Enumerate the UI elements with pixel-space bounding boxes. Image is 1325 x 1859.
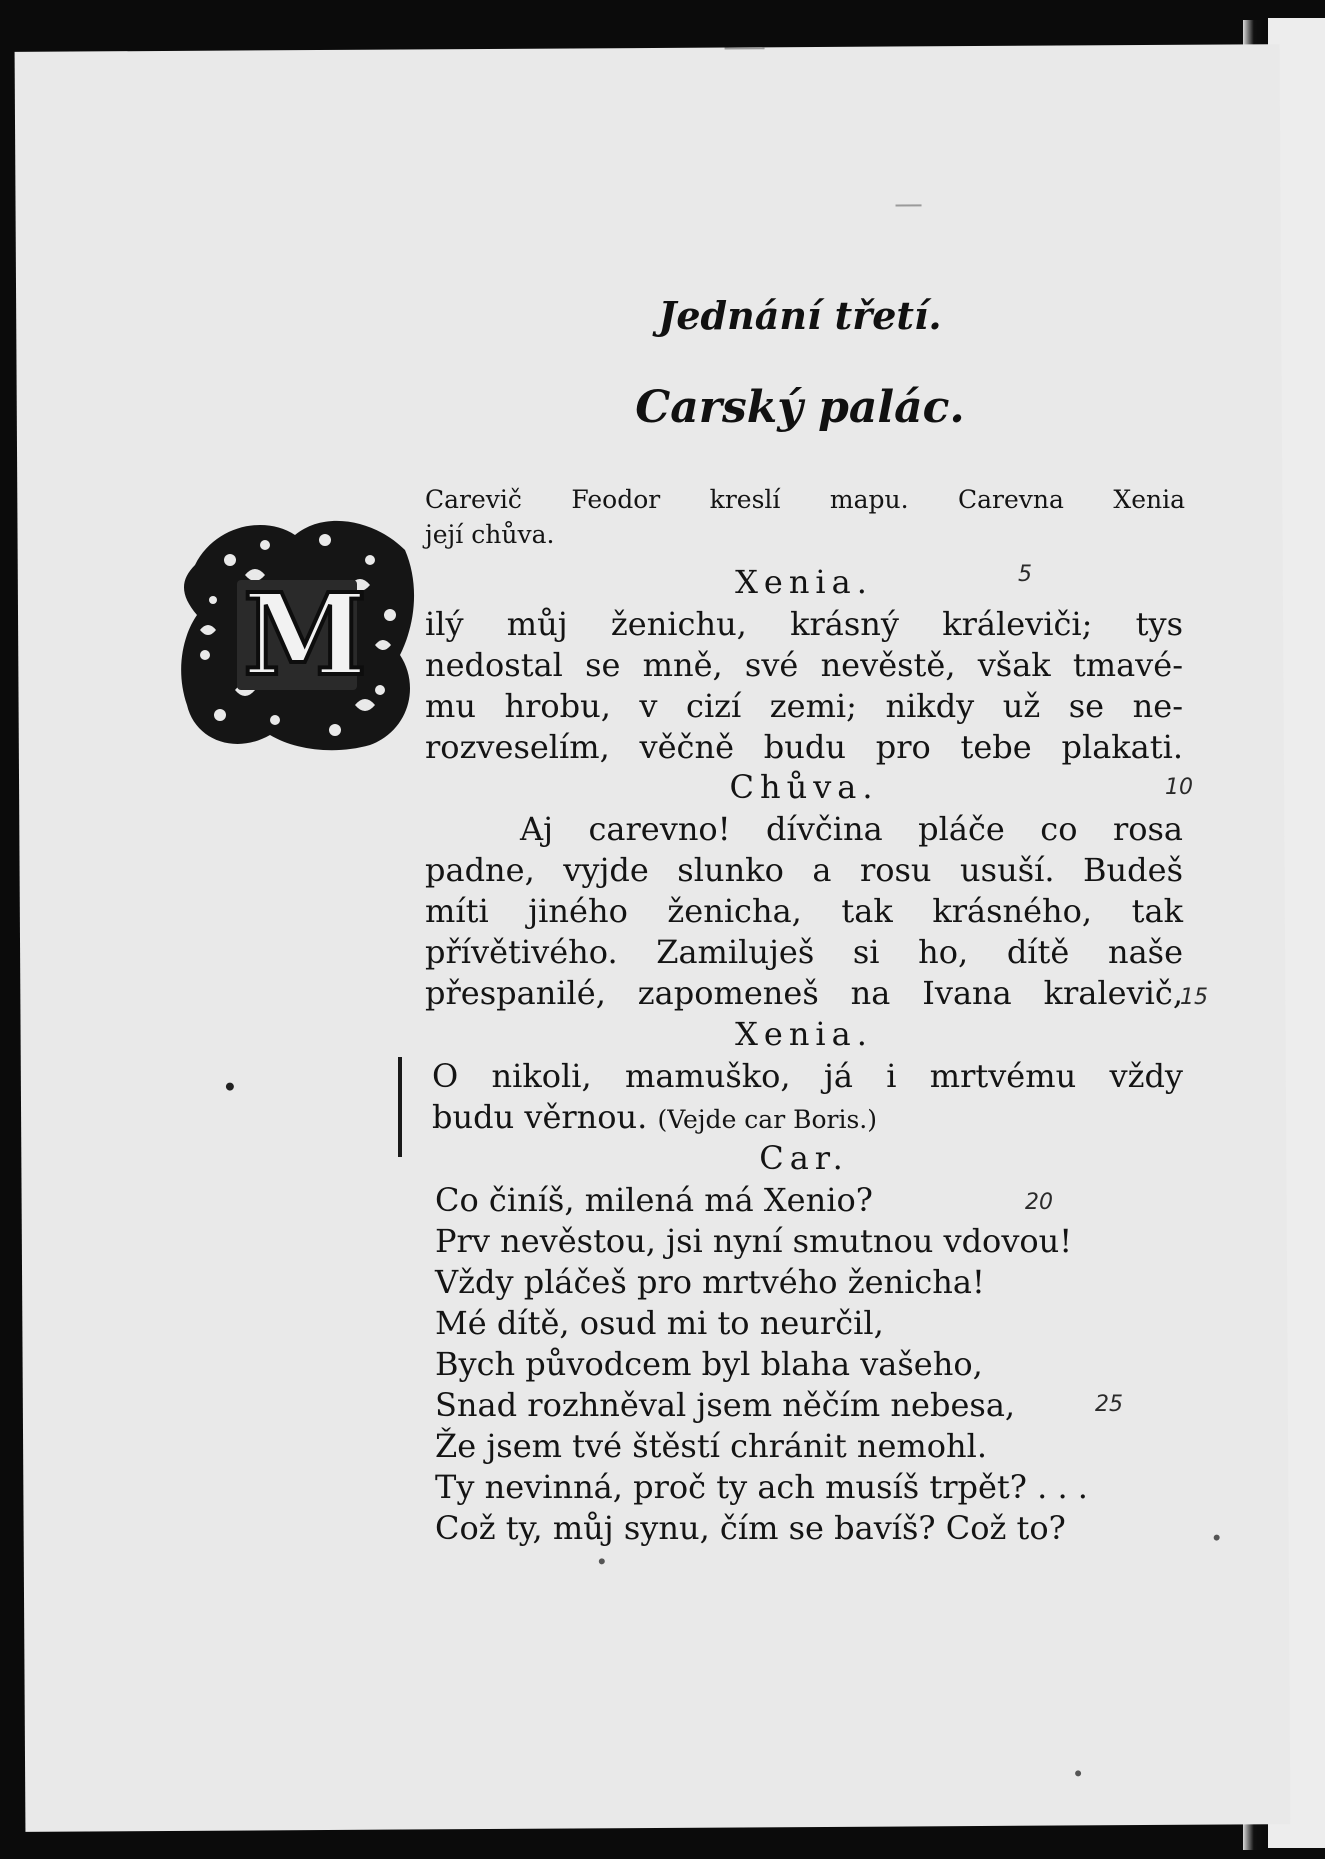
stage-direction (425, 482, 1185, 552)
verse-line: Že jsem tvé štěstí chránit nemohl. (435, 1427, 988, 1465)
stage-direction-line: Carevič Feodor kreslí mapu. Carevna Xenia (425, 485, 1185, 514)
verse-line: Snad rozhněval jsem něčím nebesa, (435, 1386, 1016, 1424)
speaker-name: Car. (759, 1139, 849, 1177)
verse-line: Prv nevěstou, jsi nyní smutnou vdovou! (435, 1222, 1073, 1260)
verse-line: Což ty, můj synu, čím se bavíš? Což to? (435, 1509, 1066, 1547)
stage-direction-inline: (Vejde car Boris.) (657, 1105, 878, 1134)
speaker-name: Xenia. (735, 563, 873, 601)
text-line: Aj carevno! dívčina pláče co rosa (520, 810, 1183, 848)
margin-note: 10 (1165, 775, 1193, 800)
drop-cap-letter: M (243, 570, 367, 701)
margin-bracket (398, 1057, 402, 1157)
verse-line: Mé dítě, osud mi to neurčil, (435, 1304, 884, 1342)
margin-note: 15 (1180, 985, 1208, 1010)
stage-direction-line: její chůva. (425, 520, 555, 549)
print-speck (226, 1083, 234, 1091)
text-line: přívětivého. Zamiluješ si ho, dítě naše (425, 933, 1183, 971)
speaker-name: Xenia. (735, 1015, 873, 1053)
verse-line: Bych původcem byl blaha vašeho, (435, 1345, 983, 1383)
verse-line: Ty nevinná, proč ty ach musíš trpět? . . . (435, 1468, 1088, 1506)
text-line: ilý můj ženichu, krásný králeviči; tys (425, 605, 1183, 643)
print-mark (725, 47, 765, 49)
text-line: míti jiného ženicha, tak krásného, tak (425, 892, 1183, 930)
print-speck (1075, 1770, 1081, 1776)
act-heading: Jednání třetí. (658, 293, 942, 338)
speaker-name: Chůva. (729, 768, 879, 806)
text-line: nedostal se mně, své nevěstě, však tmavé- (425, 646, 1183, 684)
margin-note: 20 (1025, 1190, 1053, 1215)
margin-note: 5 (1018, 562, 1032, 587)
margin-note: 25 (1095, 1392, 1123, 1417)
print-speck (1214, 1535, 1220, 1541)
text-line: přespanilé, zapomeneš na Ivana kralevič, (425, 974, 1183, 1012)
verse-line: Co činíš, milená má Xenio? (435, 1181, 873, 1219)
drop-cap (175, 505, 420, 755)
text-line: O nikoli, mamuško, já i mrtvému vždy (432, 1057, 1183, 1095)
text-line (432, 1098, 1190, 1136)
text-line: mu hrobu, v cizí zemi; nikdy už se ne- (425, 687, 1183, 725)
verse-line: Vždy pláčeš pro mrtvého ženicha! (435, 1263, 985, 1301)
print-speck (599, 1558, 605, 1564)
print-mark (896, 204, 922, 206)
text-line: padne, vyjde slunko a rosu usuší. Budeš (425, 851, 1183, 889)
scene-heading: Carský palác. (635, 382, 965, 433)
text-line: rozveselím, věčně budu pro tebe plakati. (425, 728, 1183, 766)
text-line-part: budu věrnou. (432, 1098, 648, 1136)
